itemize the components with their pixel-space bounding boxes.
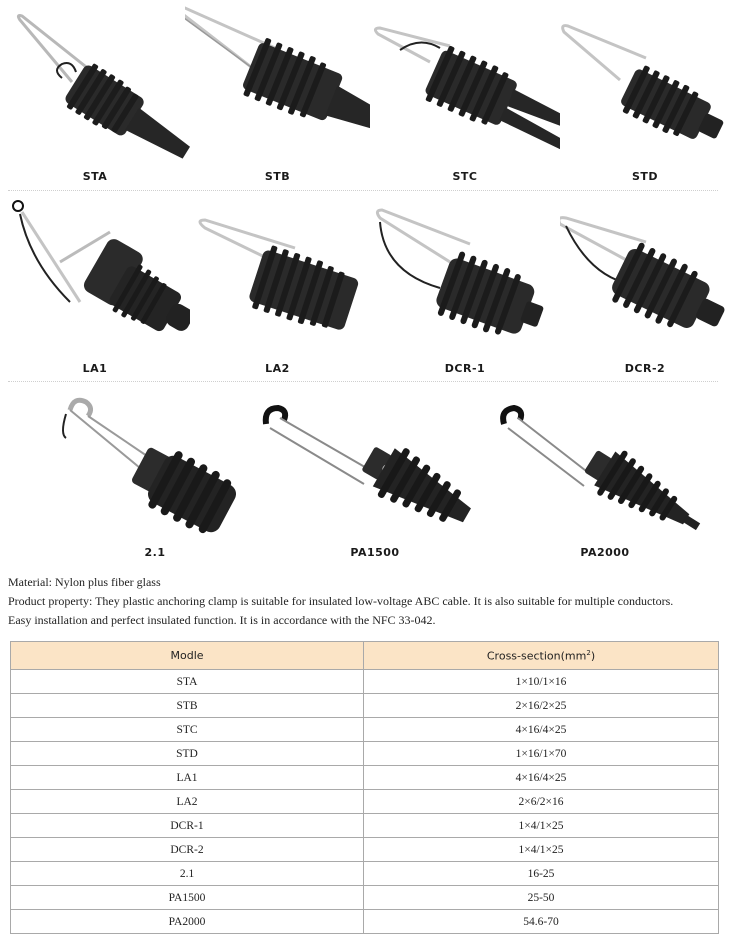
table-header-row	[11, 642, 719, 670]
table-row	[11, 886, 719, 910]
la2-clamp-image	[185, 192, 370, 362]
product-card-dcr2	[560, 192, 730, 380]
model-cell: STA	[11, 670, 364, 694]
cross-section-cell: 1×4/1×25	[364, 814, 719, 838]
header-cross-text: Cross-section(mm	[486, 649, 587, 663]
product-card-la1	[0, 192, 190, 380]
cross-section-cell: 1×4/1×25	[364, 838, 719, 862]
clamp-2-1-image	[0, 384, 250, 544]
product-label-sta: STA	[82, 170, 108, 183]
table-row	[11, 838, 719, 862]
cross-section-cell: 2×16/2×25	[364, 694, 719, 718]
product-label-pa2000: PA2000	[580, 546, 630, 559]
cross-section-cell: 4×16/4×25	[364, 718, 719, 742]
row-separator	[8, 381, 718, 382]
product-row-2	[0, 192, 730, 380]
table-row	[11, 862, 719, 886]
product-label-std: STD	[631, 170, 659, 183]
model-cell: LA1	[11, 766, 364, 790]
pa1500-clamp-image	[250, 384, 480, 544]
stb-clamp-image	[185, 0, 370, 170]
table-row	[11, 694, 719, 718]
product-label-dcr1: DCR-1	[444, 362, 486, 375]
model-cell: LA2	[11, 790, 364, 814]
product-card-std	[560, 0, 730, 190]
model-cell: 2.1	[11, 862, 364, 886]
pa2000-clamp-image	[490, 384, 730, 544]
cross-section-cell: 2×6/2×16	[364, 790, 719, 814]
product-label-pa1500: PA1500	[350, 546, 400, 559]
product-row-1	[0, 0, 730, 190]
table-row	[11, 766, 719, 790]
header-cross-section	[364, 642, 719, 670]
property-text: Product property: They plastic anchoring clamp is suitable for insulated low-voltage ABC cable. It is also suitable for multiple conductors.	[8, 594, 674, 608]
product-card-stb	[185, 0, 370, 190]
table-row	[11, 910, 719, 934]
model-cell: PA1500	[11, 886, 364, 910]
product-label-stc: STC	[452, 170, 478, 183]
table-body	[11, 670, 719, 934]
dcr1-clamp-image	[370, 192, 560, 362]
product-card-sta	[0, 0, 190, 190]
product-label-la2: LA2	[265, 362, 290, 375]
installation-text: Easy installation and perfect insulated function. It is in accordance with the NFC 33-042.	[8, 613, 436, 627]
model-cell: DCR-2	[11, 838, 364, 862]
std-clamp-image	[560, 0, 730, 170]
product-label-la1: LA1	[82, 362, 108, 375]
spec-table	[10, 641, 719, 934]
dcr2-clamp-image	[560, 192, 730, 362]
cross-section-cell: 16-25	[364, 862, 719, 886]
model-cell: STD	[11, 742, 364, 766]
table-row	[11, 742, 719, 766]
stc-clamp-image	[370, 0, 560, 170]
model-cell: DCR-1	[11, 814, 364, 838]
table-row	[11, 670, 719, 694]
model-cell: PA2000	[11, 910, 364, 934]
cross-section-cell: 4×16/4×25	[364, 766, 719, 790]
cross-section-cell: 25-50	[364, 886, 719, 910]
product-card-dcr1	[370, 192, 560, 380]
product-card-la2	[185, 192, 370, 380]
header-cross-close: )	[590, 649, 596, 663]
model-cell: STC	[11, 718, 364, 742]
row-separator	[8, 190, 718, 191]
la1-clamp-image	[0, 192, 190, 362]
product-label-2-1: 2.1	[144, 546, 166, 559]
cross-section-cell: 54.6-70	[364, 910, 719, 934]
table-row	[11, 790, 719, 814]
header-model: Modle	[11, 642, 364, 670]
product-label-stb: STB	[264, 170, 291, 183]
product-card-stc	[370, 0, 560, 190]
model-cell: STB	[11, 694, 364, 718]
product-label-dcr2: DCR-2	[624, 362, 666, 375]
cross-section-cell: 1×10/1×16	[364, 670, 719, 694]
material-text: Material: Nylon plus fiber glass	[8, 575, 161, 589]
product-card-pa1500	[250, 384, 480, 566]
table-row	[11, 718, 719, 742]
product-row-3	[0, 384, 730, 566]
header-cross-sup: 2	[586, 648, 591, 657]
product-description	[8, 573, 723, 630]
product-card-pa2000	[490, 384, 730, 566]
product-card-2-1	[0, 384, 250, 566]
cross-section-cell: 1×16/1×70	[364, 742, 719, 766]
table-row	[11, 814, 719, 838]
sta-clamp-image	[0, 0, 190, 170]
